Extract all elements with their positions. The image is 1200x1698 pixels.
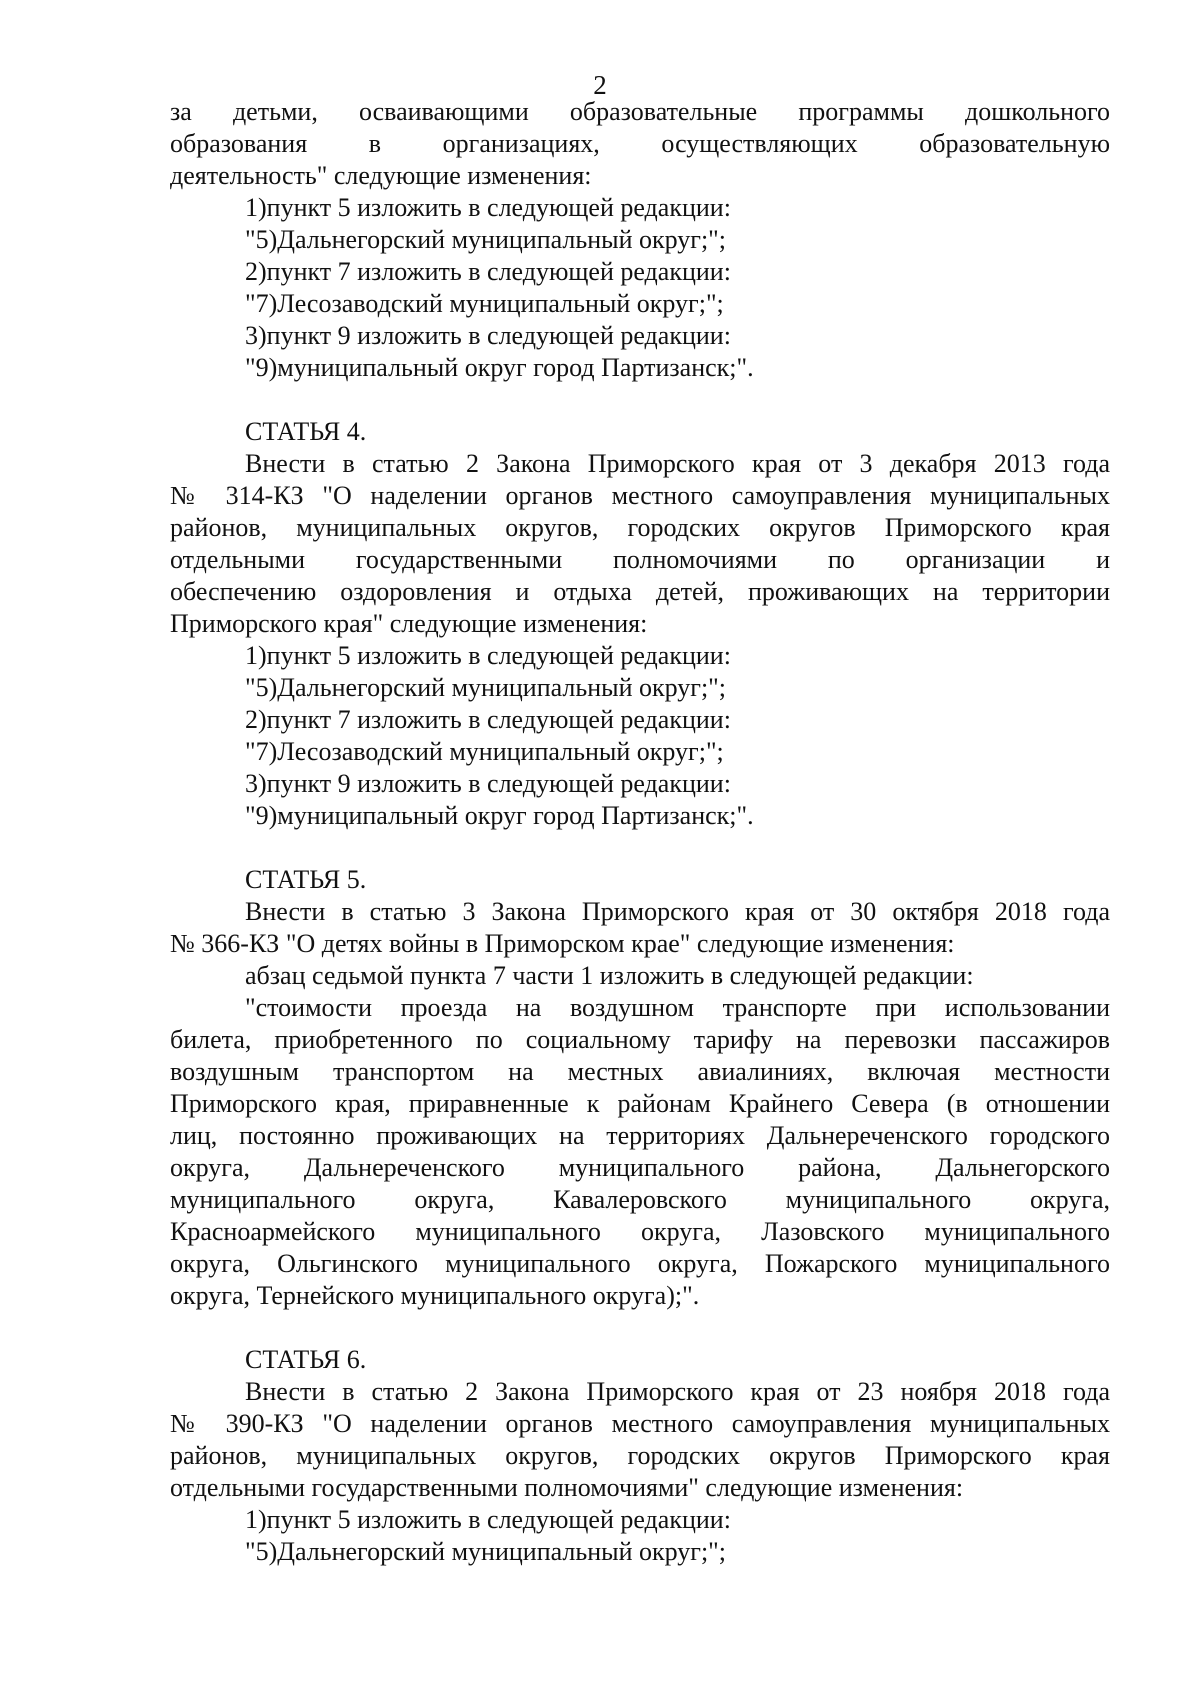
text-line: 2)пункт 7 изложить в следующей редакции:	[245, 257, 731, 286]
text-line: 1)пункт 5 изложить в следующей редакции:	[245, 193, 731, 222]
text-line: Внести в статью 2 Закона Приморского края от 3 декабря 2013 года	[245, 449, 1110, 478]
text-line: 2)пункт 7 изложить в следующей редакции:	[245, 705, 731, 734]
text-line: 3)пункт 9 изложить в следующей редакции:	[245, 769, 731, 798]
text-line: лиц, постоянно проживающих на территориях Дальнереченского городского	[170, 1121, 1110, 1150]
text-line: воздушным транспортом на местных авиалиниях, включая местности	[170, 1057, 1110, 1086]
text-line: районов, муниципальных округов, городских округов Приморского края	[170, 513, 1110, 542]
text-line: "7)Лесозаводский муниципальный округ;";	[245, 737, 724, 766]
text-line: билета, приобретенного по социальному тарифу на перевозки пассажиров	[170, 1025, 1110, 1054]
text-line: Приморского края" следующие изменения:	[170, 609, 648, 638]
text-line: Приморского края, приравненные к районам Крайнего Севера (в отношении	[170, 1089, 1110, 1118]
article-heading: СТАТЬЯ 6.	[245, 1345, 367, 1374]
text-line: Красноармейского муниципального округа, Лазовского муниципального	[170, 1217, 1110, 1246]
text-line: "7)Лесозаводский муниципальный округ;";	[245, 289, 724, 318]
text-line: абзац седьмой пункта 7 части 1 изложить в следующей редакции:	[245, 961, 974, 990]
text-line: № 366-КЗ "О детях войны в Приморском крае" следующие изменения:	[170, 929, 955, 958]
text-line: отдельными государственными полномочиями по организации и	[170, 545, 1110, 574]
page-number: 2	[593, 70, 607, 100]
text-line: округа, Тернейского муниципального округа);".	[170, 1281, 700, 1310]
text-line: "9)муниципальный округ город Партизанск;".	[245, 353, 754, 382]
text-line: № 390-КЗ "О наделении органов местного самоуправления муниципальных	[170, 1409, 1110, 1438]
text-line: "5)Дальнегорский муниципальный округ;";	[245, 225, 727, 254]
article-heading: СТАТЬЯ 5.	[245, 865, 367, 894]
text-line: обеспечению оздоровления и отдыха детей, проживающих на территории	[170, 577, 1110, 606]
text-line: муниципального округа, Кавалеровского муниципального округа,	[170, 1185, 1110, 1214]
text-line: 1)пункт 5 изложить в следующей редакции:	[245, 641, 731, 670]
text-line: "5)Дальнегорский муниципальный округ;";	[245, 1537, 727, 1566]
article-heading: СТАТЬЯ 4.	[245, 417, 367, 446]
text-line: районов, муниципальных округов, городских округов Приморского края	[170, 1441, 1110, 1470]
text-line: "стоимости проезда на воздушном транспорте при использовании	[245, 993, 1110, 1022]
text-line: округа, Ольгинского муниципального округа, Пожарского муниципального	[170, 1249, 1110, 1278]
text-line: образования в организациях, осуществляющих образовательную	[170, 129, 1110, 158]
text-line: 1)пункт 5 изложить в следующей редакции:	[245, 1505, 731, 1534]
text-line: Внести в статью 2 Закона Приморского края от 23 ноября 2018 года	[245, 1377, 1110, 1406]
text-line: № 314-КЗ "О наделении органов местного самоуправления муниципальных	[170, 481, 1110, 510]
text-line: "5)Дальнегорский муниципальный округ;";	[245, 673, 727, 702]
text-line: деятельность" следующие изменения:	[170, 161, 592, 190]
text-line: Внести в статью 3 Закона Приморского края от 30 октября 2018 года	[245, 897, 1110, 926]
text-line: округа, Дальнереченского муниципального района, Дальнегорского	[170, 1153, 1110, 1182]
text-line: "9)муниципальный округ город Партизанск;".	[245, 801, 754, 830]
text-line: 3)пункт 9 изложить в следующей редакции:	[245, 321, 731, 350]
text-line: за детьми, осваивающими образовательные программы дошкольного	[170, 97, 1110, 126]
text-line: отдельными государственными полномочиями" следующие изменения:	[170, 1473, 964, 1502]
